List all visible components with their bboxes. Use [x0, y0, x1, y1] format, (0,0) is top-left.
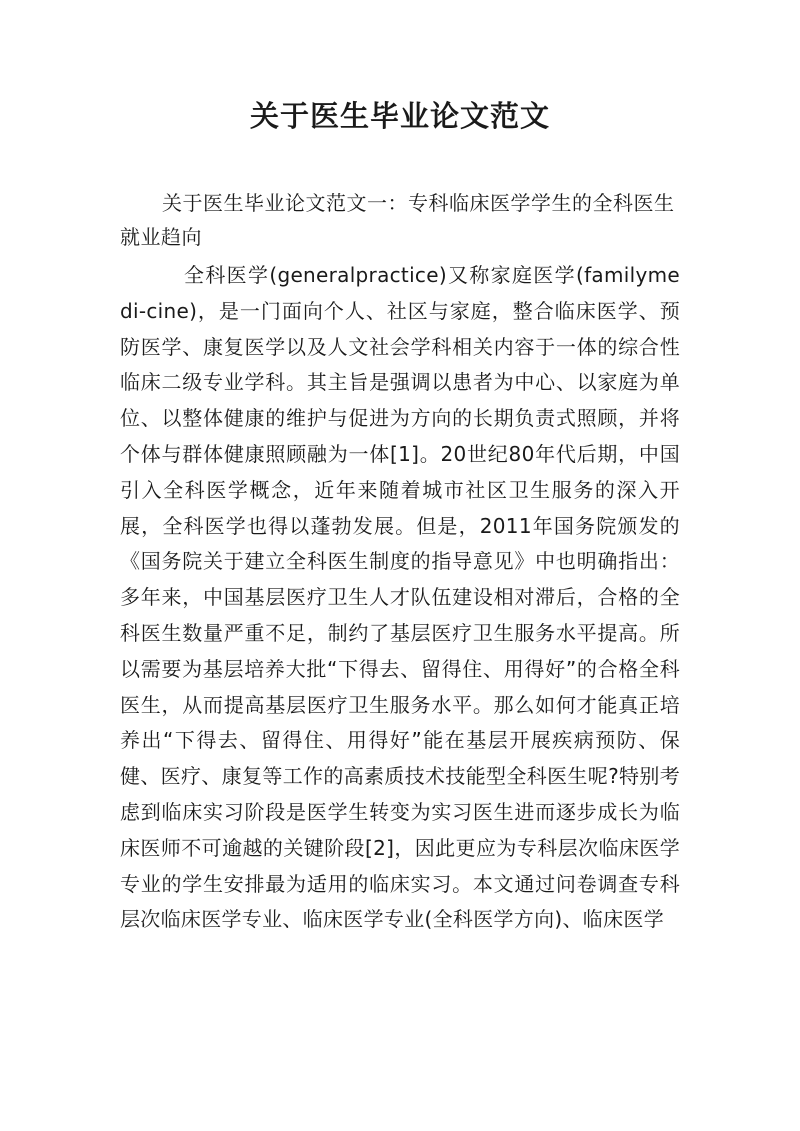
body-paragraph: 全科医学(generalpractice)又称家庭医学(familymedi-cine)，是一门面向个人、社区与家庭，整合临床医学、预防医学、康复医学以及人文社会学科相关内容于一体的综合性临床二级专业学科。其主旨是强调以患者为中心、以家庭为单位、以整体健康的维护与促进为方向的长期负责式照顾，并将个体与群体健康照顾融为一体[1]。20世纪80年代后期，中国引入全科医学概念，近年来随着城市社区卫生服务的深入开展，全科医学也得以蓬勃发展。但是，2011年国务院颁发的《国务院关于建立全科医生制度的指导意见》中也明确指出：多年来，中国基层医疗卫生人才队伍建设相对滞后，合格的全科医生数量严重不足，制约了基层医疗卫生服务水平提高。所以需要为基层培养大批“下得去、留得住、用得好”的合格全科医生，从而提高基层医疗卫生服务水平。那么如何才能真正培养出“下得去、留得住、用得好”能在基层开展疾病预防、保健、医疗、康复等工作的高素质技术技能型全科医生呢?特别考虑到临床实习阶段是医学生转变为实习医生进而逐步成长为临床医师不可逾越的关键阶段[2]，因此更应为专科层次临床医学专业的学生安排最为适用的临床实习。本文通过问卷调查专科层次临床医学专业、临床医学专业(全科医学方向)、临床医学 — [120, 263, 680, 932]
page-title: 关于医生毕业论文范文 — [249, 99, 550, 133]
section-heading: 关于医生毕业论文范文一：专科临床医学学生的全科医生就业趋向 — [120, 191, 675, 249]
